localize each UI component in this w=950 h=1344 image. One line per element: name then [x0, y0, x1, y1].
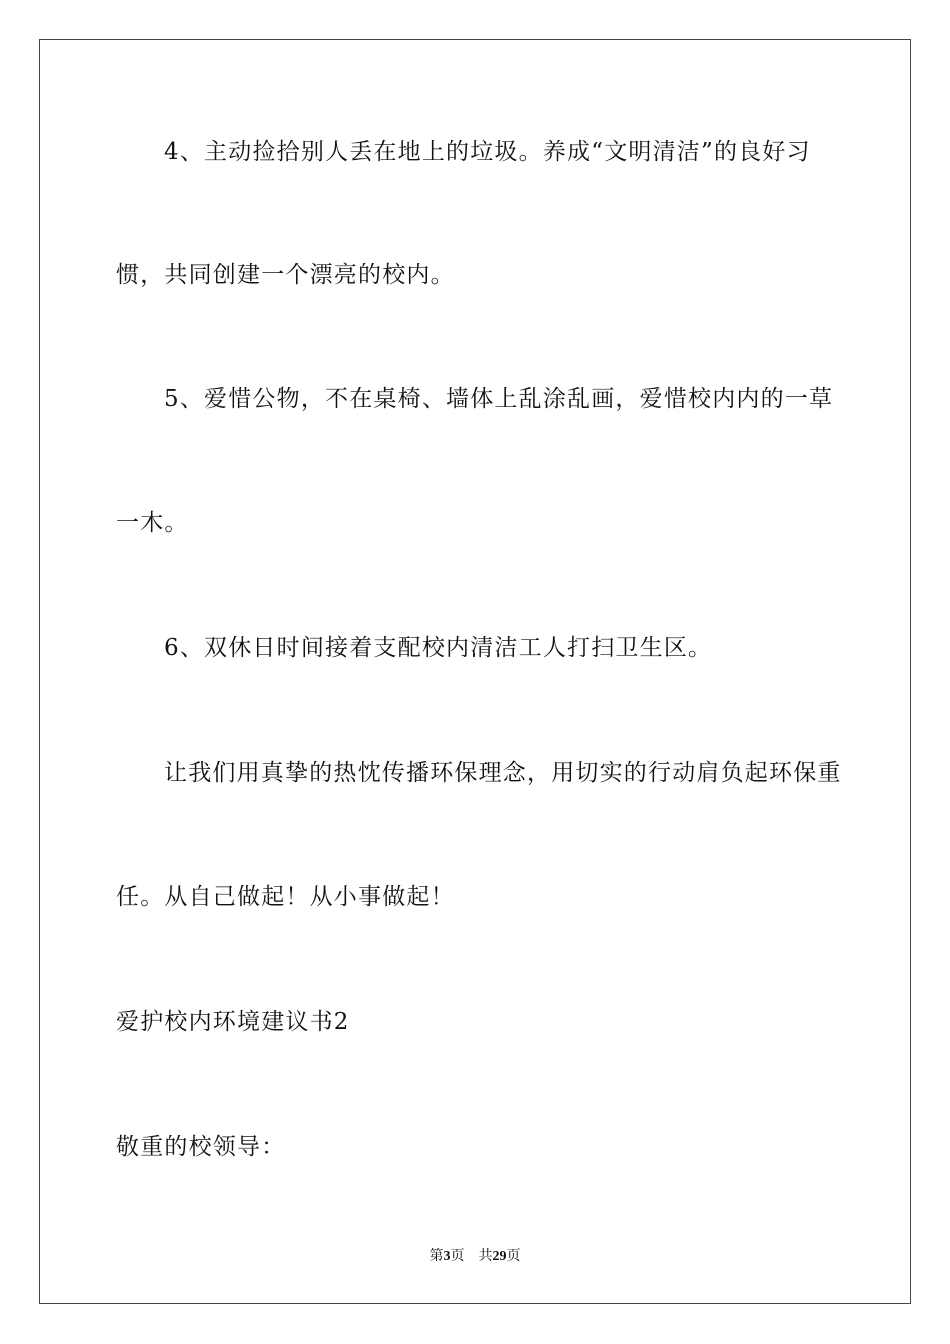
footer-page-prefix: 第	[429, 1248, 444, 1264]
footer-total-prefix: 共	[478, 1248, 493, 1264]
paragraph-line: 惯，共同创建一个漂亮的校内。	[116, 262, 455, 288]
paragraph-line: 一木。	[116, 510, 189, 536]
footer-page-suffix: 页	[450, 1248, 465, 1264]
footer-total-pages: 29	[492, 1249, 507, 1264]
footer-total-suffix: 页	[506, 1248, 521, 1264]
footer-page-number: 3	[443, 1249, 451, 1264]
paragraph-line: 任。从自己做起！从小事做起！	[116, 884, 455, 910]
paragraph-line: 让我们用真挚的热忱传播环保理念，用切实的行动肩负起环保重	[164, 760, 842, 786]
page-border	[39, 39, 911, 1304]
section-heading: 爱护校内环境建议书2	[116, 1009, 350, 1035]
page-footer	[0, 1247, 950, 1266]
paragraph-line: 4、主动捡拾别人丢在地上的垃圾。养成“文明清洁”的良好习	[164, 139, 811, 165]
salutation: 敬重的校领导：	[116, 1134, 286, 1160]
paragraph-line: 5、爱惜公物，不在桌椅、墙体上乱涂乱画，爱惜校内内的一草	[164, 386, 834, 412]
paragraph-line: 6、双休日时间接着支配校内清洁工人打扫卫生区。	[164, 635, 713, 661]
